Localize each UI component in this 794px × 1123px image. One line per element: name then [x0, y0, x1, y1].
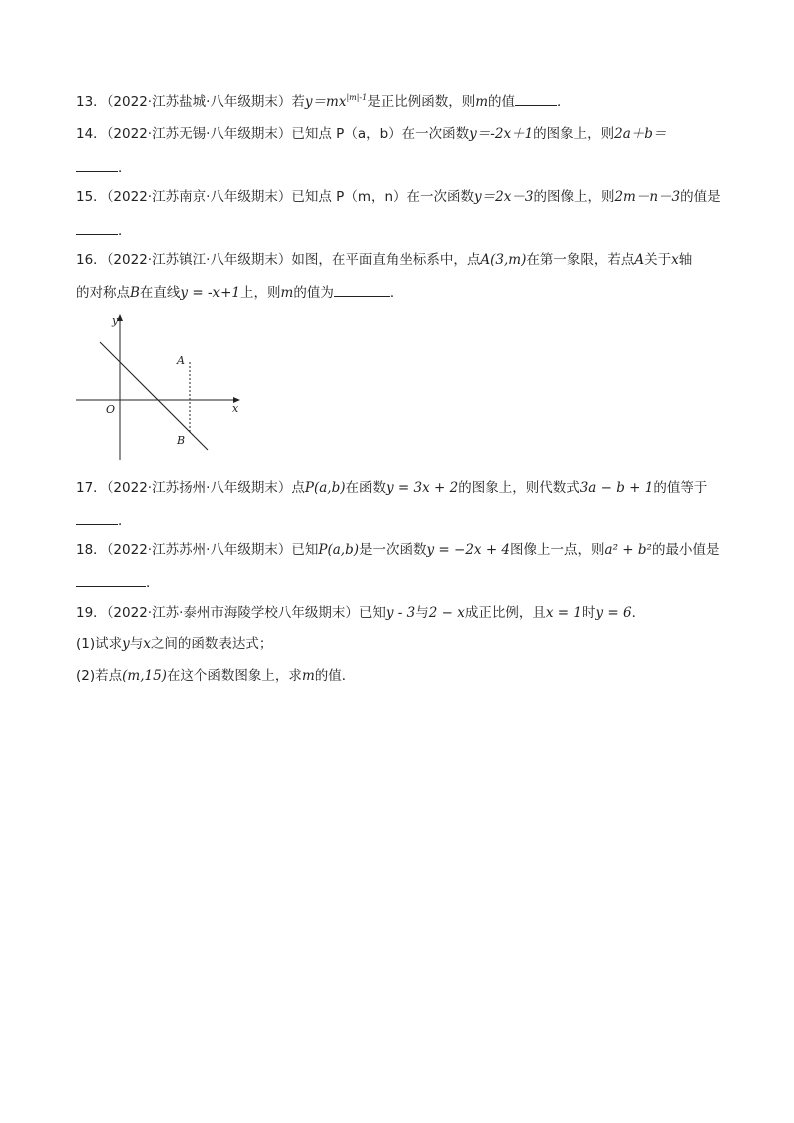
question-source: （2022·江苏盐城·八年级期末）	[106, 94, 292, 110]
answer-blank[interactable]	[76, 220, 118, 235]
question-source: （2022·江苏·泰州市海陵学校八年级期末）	[106, 605, 359, 621]
question-source: （2022·江苏无锡·八年级期末）	[106, 126, 292, 142]
question-15-answer-line: ．	[76, 220, 132, 240]
question-source: （2022·江苏扬州·八年级期末）	[106, 480, 292, 496]
point-b-label: B	[177, 434, 186, 447]
part-number: (2)	[76, 668, 96, 684]
point-a-label: A	[177, 354, 185, 367]
question-19: 19．（2022·江苏·泰州市海陵学校八年级期末）已知y - 3与2 − x成正比例，且x = 1时y = 6．	[76, 605, 646, 621]
answer-blank[interactable]	[76, 157, 118, 172]
line-graph	[100, 342, 208, 450]
question-19-part-1: (1)试求y与x之间的函数表达式；	[76, 636, 273, 652]
question-number: 16．	[76, 252, 107, 268]
question-18: 18．（2022·江苏苏州·八年级期末）已知P(a,b)是一次函数y = −2x + 4图像上一点，则a² + b²的最小值是	[76, 542, 720, 558]
math-expression: y＝mx	[304, 94, 347, 110]
question-source: （2022·江苏镇江·八年级期末）	[106, 252, 292, 268]
question-18-answer-line: ．	[76, 572, 160, 592]
answer-blank[interactable]	[515, 91, 557, 106]
math-exponent: |m|-1	[346, 93, 368, 102]
coordinate-diagram	[76, 312, 246, 464]
y-axis-label: y	[112, 314, 119, 327]
question-source: （2022·江苏苏州·八年级期末）	[106, 542, 292, 558]
question-17-answer-line: ．	[76, 510, 132, 530]
question-number: 14．	[76, 126, 107, 142]
origin-label: O	[106, 403, 116, 416]
question-number: 18．	[76, 542, 107, 558]
part-number: (1)	[76, 636, 96, 652]
question-number: 13．	[76, 94, 107, 110]
answer-blank[interactable]	[76, 572, 146, 587]
answer-blank[interactable]	[334, 282, 390, 297]
answer-blank[interactable]	[76, 510, 118, 525]
question-14: 14．（2022·江苏无锡·八年级期末）已知点 P（a，b）在一次函数y＝-2x＋1的图象上，则2a＋b＝	[76, 126, 667, 142]
question-14-answer-line: ．	[76, 157, 132, 177]
question-source: （2022·江苏南京·八年级期末）	[106, 189, 292, 205]
question-13: 13．（2022·江苏盐城·八年级期末）若$y=mx^{|m|-1}$是正比例函数，则m的值 ．	[76, 93, 571, 110]
question-number: 17．	[76, 480, 107, 496]
question-number: 19．	[76, 605, 107, 621]
question-15: 15．（2022·江苏南京·八年级期末）已知点 P（m，n）在一次函数y＝2x－3的图像上，则2m－n－3的值是	[76, 189, 721, 205]
question-number: 15．	[76, 189, 107, 205]
question-16: 16．（2022·江苏镇江·八年级期末）如图，在平面直角坐标系中，点A(3,m)在第一象限，若点A关于x轴	[76, 252, 693, 268]
question-17: 17．（2022·江苏扬州·八年级期末）点P(a,b)在函数y = 3x + 2的图象上，则代数式3a − b + 1的值等于	[76, 480, 708, 496]
x-axis-label: x	[232, 402, 239, 415]
question-16-line-2: 的对称点B在直线y = -x+1上，则m的值为 ．	[76, 282, 403, 302]
question-19-part-2: (2)若点(m,15)在这个函数图象上，求m的值．	[76, 668, 356, 684]
